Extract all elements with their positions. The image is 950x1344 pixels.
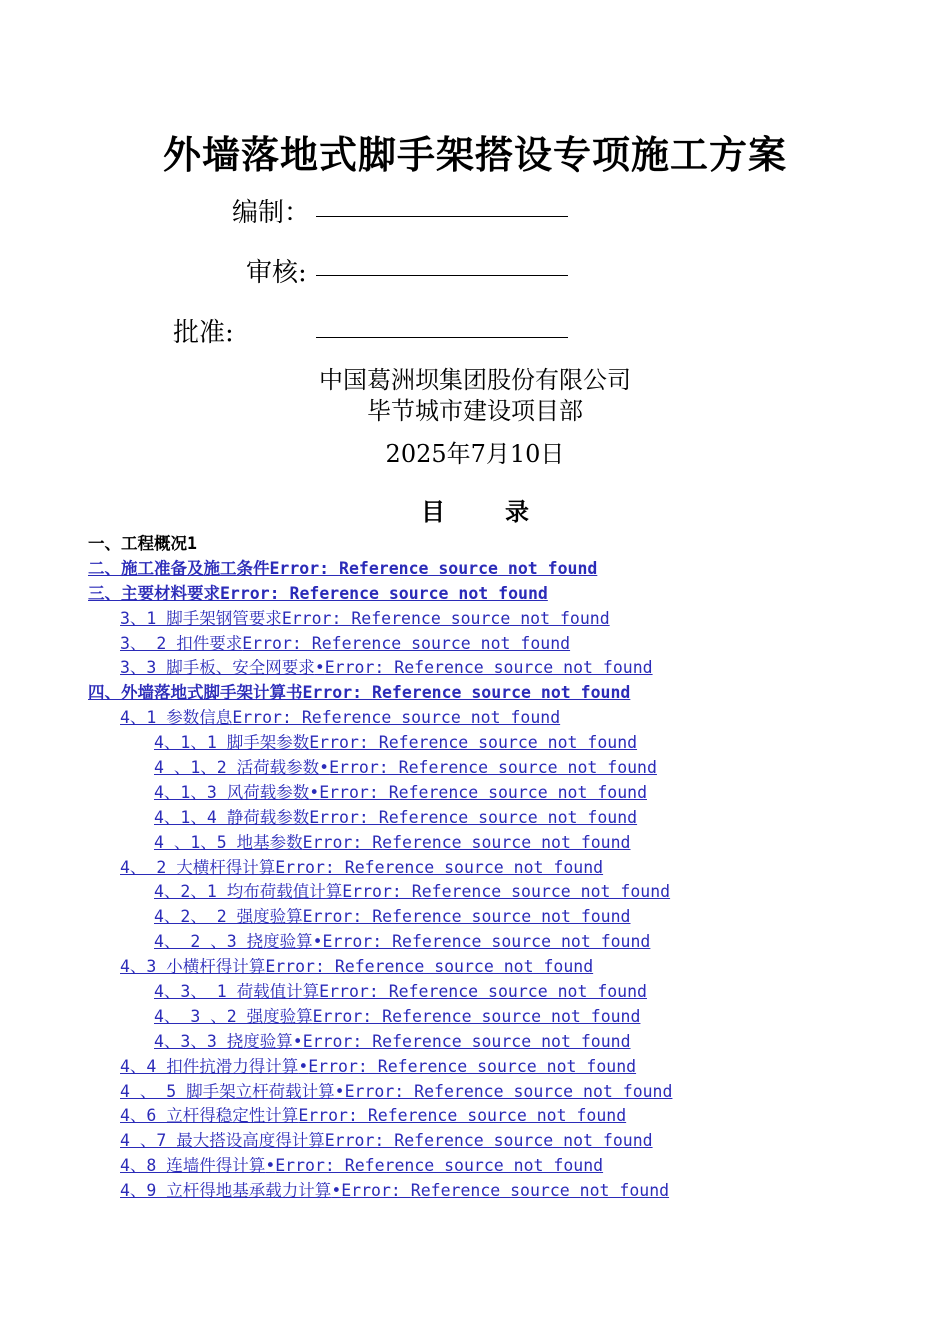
toc-entry[interactable] — [88, 955, 864, 980]
toc-entry-page: Error: Reference source not found — [302, 832, 631, 852]
signature-label-approved: 批准: — [173, 318, 234, 348]
toc-entry-content — [154, 756, 864, 781]
signature-line-reviewed — [316, 275, 568, 276]
toc-entry[interactable] — [88, 1005, 864, 1030]
toc-entry-page: Error: Reference source not found — [220, 583, 548, 603]
signature-label-reviewed: 审核: — [246, 258, 307, 288]
tab-leader-icon: • — [265, 1156, 276, 1176]
document-title: 外墙落地式脚手架搭设专项施工方案 — [162, 133, 787, 177]
toc-entry-page: Error: Reference source not found — [309, 733, 638, 753]
toc-entry — [88, 532, 864, 557]
toc-entry[interactable] — [88, 557, 864, 582]
tab-leader-icon: • — [312, 932, 323, 952]
toc-entry-label: 3、 2 扣件要求 — [120, 633, 243, 653]
tab-leader-icon: • — [314, 658, 325, 678]
toc-entry-page: Error: Reference source not found — [302, 1031, 631, 1051]
toc-entry-content — [154, 1005, 864, 1030]
toc-entry-content — [154, 1030, 864, 1055]
toc-entry-content — [154, 731, 864, 756]
toc-entry-content — [154, 880, 864, 905]
toc-entry-page: Error: Reference source not found — [309, 807, 638, 827]
toc-entry-label: 4 、1、2 活荷载参数 — [154, 758, 320, 778]
toc-entry-label: 四、外墙落地式脚手架计算书 — [88, 683, 303, 703]
toc-entry-label: 二、施工准备及施工条件 — [88, 558, 270, 578]
toc-entry-page: Error: Reference source not found — [322, 932, 651, 952]
toc-entry[interactable] — [88, 706, 864, 731]
toc-entry-content — [120, 1080, 864, 1105]
toc-entry-label: 3、1 脚手架钢管要求 — [120, 608, 282, 628]
signature-line-compiled — [316, 216, 568, 217]
toc-entry[interactable] — [88, 607, 864, 632]
toc-entry-page: Error: Reference source not found — [275, 857, 604, 877]
toc-entry-content — [120, 1104, 864, 1129]
toc-entry-label: 4、9 立杆得地基承载力计算 — [120, 1181, 332, 1201]
toc-entry[interactable] — [88, 930, 864, 955]
toc-entry-content — [88, 532, 864, 557]
toc-heading-part-1: 目 — [421, 498, 445, 526]
toc-entry-content — [120, 955, 864, 980]
signature-label-compiled: 编制： — [232, 198, 311, 228]
toc-entry[interactable] — [88, 1080, 864, 1105]
toc-entry[interactable] — [88, 1179, 864, 1204]
toc-entry-label: 4 、7 最大搭设高度得计算 — [120, 1131, 325, 1151]
toc-entry-page: Error: Reference source not found — [242, 633, 571, 653]
toc-entry-label: 4、1、4 静荷载参数 — [154, 807, 310, 827]
toc-entry-label: 4、1、3 风荷载参数 — [154, 782, 310, 802]
toc-entry-page: Error: Reference source not found — [269, 558, 598, 578]
tab-leader-icon: • — [292, 1031, 303, 1051]
toc-entry-label: 三、主要材料要求 — [88, 583, 220, 603]
toc-entry-content — [120, 1129, 864, 1154]
toc-entry-label: 4、1 参数信息 — [120, 708, 233, 728]
toc-entry-page: Error: Reference source not found — [302, 683, 631, 703]
toc-entry-content — [120, 1055, 864, 1080]
toc-entry-page: Error: Reference source not found — [329, 758, 657, 778]
tab-leader-icon: • — [334, 1081, 345, 1101]
signature-line-approved — [316, 337, 568, 338]
toc-entry[interactable] — [88, 756, 864, 781]
toc-entry-content — [120, 656, 864, 681]
toc-entry-label: 4、2、 2 强度验算 — [154, 907, 303, 927]
table-of-contents — [88, 532, 864, 1204]
toc-entry[interactable] — [88, 781, 864, 806]
toc-entry-label: 一、工程概况 — [88, 534, 187, 553]
toc-entry-content — [120, 1154, 864, 1179]
toc-entry-content — [154, 905, 864, 930]
toc-entry-label: 4、8 连墙件得计算 — [120, 1156, 266, 1176]
toc-entry-page: Error: Reference source not found — [265, 957, 594, 977]
toc-entry-content — [88, 582, 864, 607]
toc-entry[interactable] — [88, 681, 864, 706]
toc-entry-content — [120, 706, 864, 731]
toc-entry-content — [154, 831, 864, 856]
toc-heading — [0, 492, 950, 527]
toc-entry-content — [154, 980, 864, 1005]
tab-leader-icon: • — [331, 1181, 342, 1201]
toc-entry[interactable] — [88, 632, 864, 657]
toc-entry-page: Error: Reference source not found — [324, 658, 653, 678]
toc-entry-content — [154, 781, 864, 806]
toc-entry-label: 4、3 小横杆得计算 — [120, 957, 266, 977]
toc-entry-page: Error: Reference source not found — [308, 1056, 637, 1076]
toc-entry[interactable] — [88, 582, 864, 607]
organization-name: 中国葛洲坝集团股份有限公司 — [319, 366, 631, 394]
toc-entry-label: 4、 2 大横杆得计算 — [120, 857, 276, 877]
toc-entry[interactable] — [88, 880, 864, 905]
toc-entry[interactable] — [88, 1104, 864, 1129]
toc-entry-page: Error: Reference source not found — [298, 1106, 627, 1126]
toc-entry-label: 4 、1、5 地基参数 — [154, 832, 303, 852]
toc-entry-label: 4、3、 1 荷载值计算 — [154, 982, 320, 1002]
toc-entry-content — [120, 607, 864, 632]
toc-entry-label: 4、4 扣件抗滑力得计算 — [120, 1056, 299, 1076]
toc-entry[interactable] — [88, 980, 864, 1005]
toc-entry-page: Error: Reference source not found — [342, 882, 671, 902]
document-date: 2025年7月10日 — [385, 440, 565, 468]
toc-entry-content — [154, 930, 864, 955]
toc-entry[interactable] — [88, 856, 864, 881]
toc-entry-label: 4、 2 、3 挠度验算 — [154, 932, 313, 952]
toc-entry-label: 4 、 5 脚手架立杆荷载计算 — [120, 1081, 335, 1101]
toc-entry[interactable] — [88, 905, 864, 930]
toc-entry-page: Error: Reference source not found — [319, 782, 648, 802]
toc-entry-content — [88, 681, 864, 706]
toc-entry[interactable] — [88, 1030, 864, 1055]
toc-entry-content — [88, 557, 864, 582]
toc-entry-page: 1 — [187, 534, 197, 553]
toc-entry-label: 3、3 脚手板、安全网要求 — [120, 658, 315, 678]
toc-entry-page: Error: Reference source not found — [281, 608, 610, 628]
toc-entry-page: Error: Reference source not found — [319, 982, 647, 1002]
toc-entry-content — [120, 632, 864, 657]
toc-entry-page: Error: Reference source not found — [312, 1006, 641, 1026]
tab-leader-icon: • — [309, 782, 320, 802]
toc-entry[interactable] — [88, 1154, 864, 1179]
toc-entry-content — [120, 1179, 864, 1204]
toc-entry-page: Error: Reference source not found — [232, 708, 561, 728]
toc-entry[interactable] — [88, 831, 864, 856]
toc-entry-label: 4、 3 、2 强度验算 — [154, 1006, 313, 1026]
toc-entry-page: Error: Reference source not found — [302, 907, 631, 927]
toc-entry-page: Error: Reference source not found — [324, 1131, 653, 1151]
toc-entry-content — [120, 856, 864, 881]
toc-entry[interactable] — [88, 656, 864, 681]
toc-entry-label: 4、3、3 挠度验算 — [154, 1031, 293, 1051]
toc-entry-label: 4、2、1 均布荷载值计算 — [154, 882, 343, 902]
toc-heading-part-2: 录 — [505, 498, 529, 526]
toc-entry-label: 4、1、1 脚手架参数 — [154, 733, 310, 753]
toc-entry-page: Error: Reference source not found — [275, 1156, 604, 1176]
toc-entry-page: Error: Reference source not found — [341, 1181, 670, 1201]
toc-entry-content — [154, 806, 864, 831]
tab-leader-icon: • — [298, 1056, 309, 1076]
toc-entry-label: 4、6 立杆得稳定性计算 — [120, 1106, 299, 1126]
toc-entry[interactable] — [88, 1055, 864, 1080]
project-department: 毕节城市建设项目部 — [367, 397, 583, 425]
toc-entry[interactable] — [88, 1129, 864, 1154]
toc-entry[interactable] — [88, 731, 864, 756]
tab-leader-icon: • — [319, 758, 330, 778]
toc-entry-page: Error: Reference source not found — [344, 1081, 673, 1101]
toc-entry[interactable] — [88, 806, 864, 831]
